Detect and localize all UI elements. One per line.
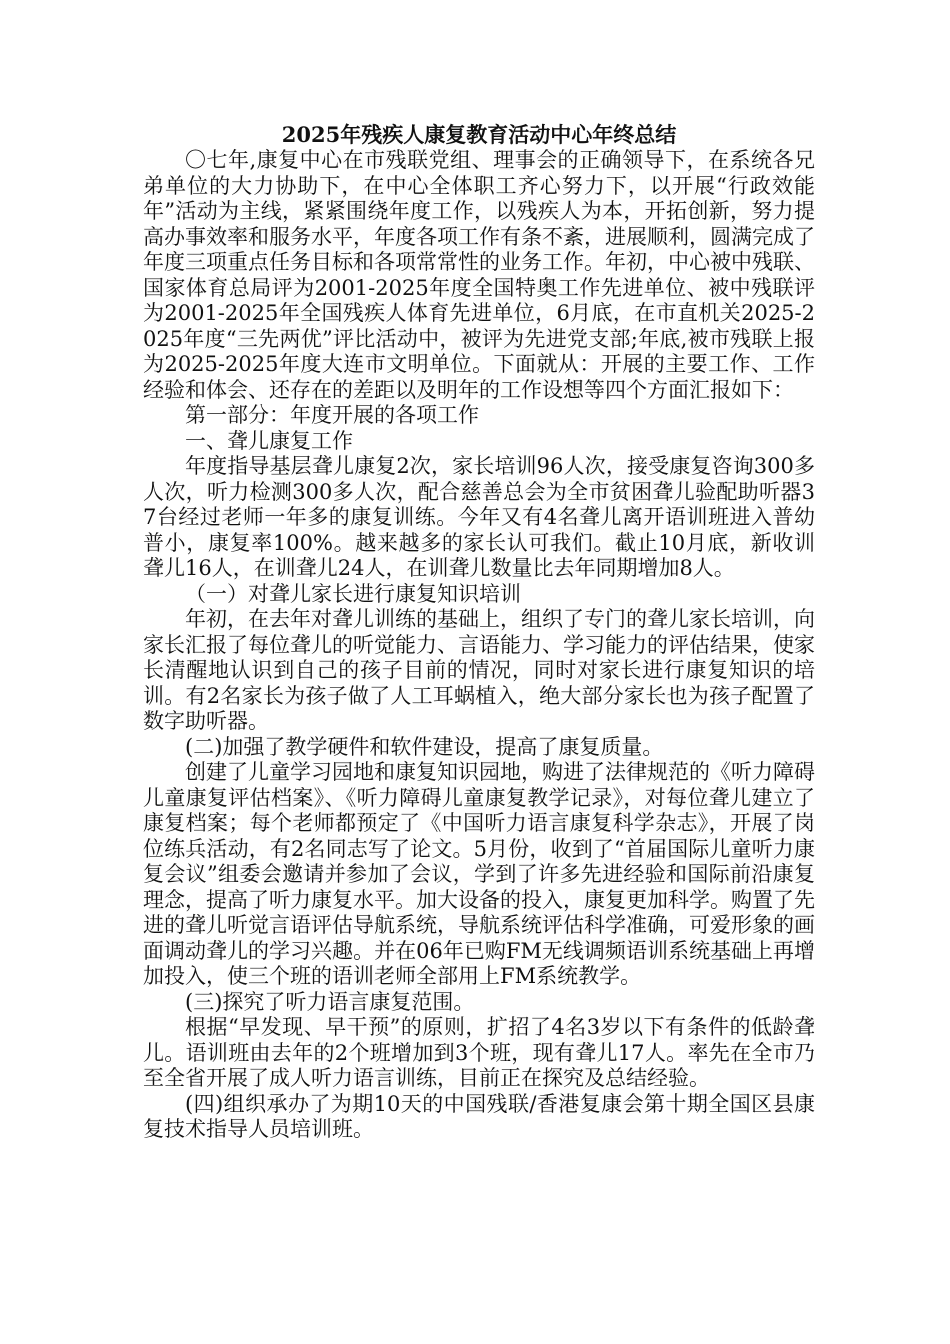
subheading-scope-exploration: (三)探究了听力语言康复范围。 (185, 989, 475, 1014)
document-page (143, 122, 815, 1143)
paragraph-scope-exploration: 根据“早发现、早干预”的原则，扩招了4名3岁以下有条件的低龄聋儿。语训班由去年的2个班增加到3个班，现有聋儿17人。率先在全市乃至全省开展了成人听力语言训练，目前正在探究及总结经验。 (143, 1015, 815, 1090)
subheading-parent-training: （一）对聋儿家长进行康复知识培训 (185, 581, 521, 606)
subheading-hardware-software: (二)加强了教学硬件和软件建设，提高了康复质量。 (185, 734, 664, 759)
paragraph-intro: 〇七年,康复中心在市残联党组、理事会的正确领导下，在系统各兄弟单位的大力协助下，在中心全体职工齐心努力下，以开展“行政效能年”活动为主线，紧紧围绕年度工作，以残疾人为本，开拓创新，努力提高办事效率和服务水平，年度各项工作有条不紊，进展顺利，圆满完成了年度三项重点任务目标和各项常常性的业务工作。年初，中心被中残联、国家体育总局评为2001-2025年度全国特奥工作先进单位、被中残联评为2001-2025年全国残疾人体育先进单位，6月底，在市直机关2025-2025年度“三先两优”评比活动中，被评为先进党支部;年底,被市残联上报为2025-2025年度大连市文明单位。下面就从：开展的主要工作、工作经验和体会、还存在的差距以及明年的工作设想等四个方面汇报如下： (143, 148, 815, 402)
section-heading-part-one: 第一部分：年度开展的各项工作 (185, 403, 479, 427)
section-heading-deaf-rehab: 一、聋儿康复工作 (185, 428, 353, 453)
subheading-training-course: (四)组织承办了为期10天的中国残联/香港复康会第十期全国区县康复技术指导人员培训班。 (143, 1091, 815, 1141)
document-title: 2025年残疾人康复教育活动中心年终总结 (281, 122, 677, 147)
paragraph-parent-training: 年初，在去年对聋儿训练的基础上，组织了专门的聋儿家长培训，向家长汇报了每位聋儿的听觉能力、言语能力、学习能力的评估结果，使家长清醒地认识到自己的孩子目前的情况，同时对家长进行康复知识的培训。有2名家长为孩子做了人工耳蜗植入，绝大部分家长也为孩子配置了数字助听器。 (143, 607, 815, 733)
paragraph-hardware-software: 创建了儿童学习园地和康复知识园地，购进了法律规范的《听力障碍儿童康复评估档案》、《听力障碍儿童康复教学记录》，对每位聋儿建立了康复档案；每个老师都预定了《中国听力语言康复科学杂志》，开展了岗位练兵活动，有2名同志写了论文。5月份，收到了“首届国际儿童听力康复会议”组委会邀请并参加了会议，学到了许多先进经验和国际前沿康复理念，提高了听力康复水平。加大设备的投入，康复更加科学。购置了先进的聋儿听觉言语评估导航系统，导航系统评估科学准确，可爱形象的画面调动聋儿的学习兴趣。并在06年已购FM无线调频语训系统基础上再增加投入，使三个班的语训老师全部用上FM系统教学。 (143, 760, 815, 988)
paragraph-deaf-rehab-summary: 年度指导基层聋儿康复2次，家长培训96人次，接受康复咨询300多人次，听力检测300多人次，配合慈善总会为全市贫困聋儿验配助听器37台经过老师一年多的康复训练。今年又有4名聋儿离开语训班进入普幼普小，康复率100%。越来越多的家长认可我们。截止10月底，新收训聋儿16人，在训聋儿24人，在训聋儿数量比去年同期增加8人。 (143, 454, 815, 580)
